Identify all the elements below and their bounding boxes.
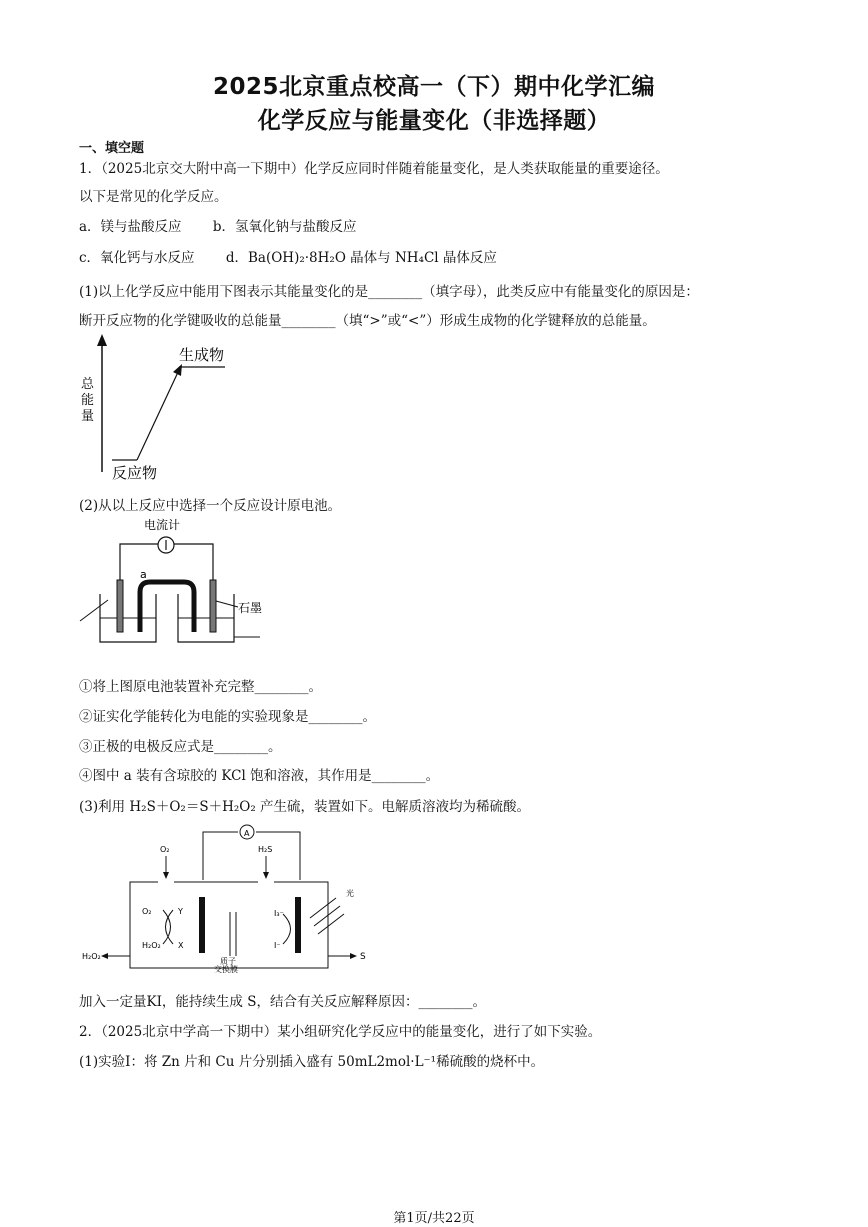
q1-options-cd: c．氧化钙与水反应 d．Ba(OH)₂·8H₂O 晶体与 NH₄Cl 晶体反应 [79,250,497,266]
q1-part2-item4: ④图中 a 装有含琼胶的 KCl 饱和溶液，其作用是________。 [79,768,440,784]
light-ray-3 [318,914,344,934]
doc-title-line2: 化学反应与能量变化（非选择题） [257,108,611,134]
h2o2-out-arrow-icon [101,953,108,959]
electrode-left [199,897,205,953]
wire-right [174,544,213,581]
reactant-label: 反应物 [112,464,158,482]
ammeter-label: A [244,829,250,838]
q1-part2: (2)从以上反应中选择一个反应设计原电池。 [79,498,342,514]
iodine-cycle-arc [283,914,291,944]
circuit-wire-left [203,832,238,880]
light-label: 光 [346,889,354,898]
wire-left [120,544,158,581]
leader-electrode [216,601,238,607]
h2s-label: H₂S [258,845,273,854]
x-label: X [178,941,184,950]
q1-part1-line1: (1)以上化学反应中能用下图表示其能量变化的是________（填字母），此类反应中有能量变化的原因是： [79,284,699,300]
electrode-right [210,580,216,632]
axis-arrow-icon [97,334,107,346]
light-ray-1 [310,898,336,918]
electrode-left [117,580,123,632]
galvanic-cell-diagram [78,516,278,651]
q1-intro: 1．（2025北京交大附中高一下期中）化学反应同时伴随着能量变化，是人类获取能量的重要途径。 [79,161,669,177]
meter-label: 电流计 [144,518,181,532]
q1-part2-item2: ②证实化学能转化为电能的实验现象是________。 [79,709,376,725]
q1-part3: (3)利用 H₂S＋O₂＝S＋H₂O₂ 产生硫，装置如下。电解质溶液均为稀硫酸。 [79,799,531,815]
energy-y-label-3: 量 [81,409,95,424]
membrane-label-2: 交换膜 [214,965,238,974]
bridge-label: a [140,568,147,581]
section-heading: 一、填空题 [79,141,145,156]
salt-bridge [140,582,194,632]
energy-y-label-2: 能 [81,393,95,408]
path-arrow-icon [173,364,182,376]
electrode-label: 石墨 [238,601,263,615]
s-out-arrow-icon [350,953,357,959]
h2s-cell-diagram [78,822,378,974]
doc-title-line1: 2025北京重点校高一（下）期中化学汇编 [212,74,655,100]
light-ray-2 [314,906,340,926]
y-label: Y [178,907,183,916]
energy-diagram [75,332,250,482]
q2-intro: 2．（2025北京中学高一下期中）某小组研究化学反应中的能量变化，进行了如下实验。 [79,1024,602,1040]
energy-y-label-1: 总 [81,377,95,392]
membrane-label-1: 质子 [220,957,236,966]
o2-label: O₂ [160,845,170,854]
s-out-label: S [360,952,366,962]
circuit-wire-right [256,832,300,880]
q1-part3-after: 加入一定量KI，能持续生成 S，结合有关反应解释原因：________。 [79,994,486,1010]
energy-path [137,370,179,460]
h2o2-out-label: H₂O₂ [82,952,101,961]
q1-part2-item1: ①将上图原电池装置补充完整________。 [79,679,322,695]
i-label: I⁻ [274,941,281,950]
o2-arrow-icon [163,872,169,879]
q2-part1: (1)实验Ⅰ：将 Zn 片和 Cu 片分别插入盛有 50mL2mol·L⁻¹稀硫酸的烧杯中。 [79,1054,545,1070]
q1-options-ab: a．镁与盐酸反应 b．氢氧化钠与盐酸反应 [79,219,357,235]
product-label: 生成物 [179,346,225,364]
page-footer: 第1页/共22页 [393,1211,475,1226]
i3-label: I₃⁻ [274,909,284,918]
q1-part2-item3: ③正极的电极反应式是________。 [79,739,282,755]
q1-part1-line2: 断开反应物的化学键吸收的总能量________（填“>”或“<”）形成生成物的化学键释放的总能量。 [79,313,656,329]
h2o2-inner: H₂O₂ [142,941,161,950]
o2-inner: O₂ [142,907,152,916]
electrode-right [295,897,301,953]
h2s-arrow-icon [263,872,269,879]
q1-intro2: 以下是常见的化学反应。 [79,189,228,205]
